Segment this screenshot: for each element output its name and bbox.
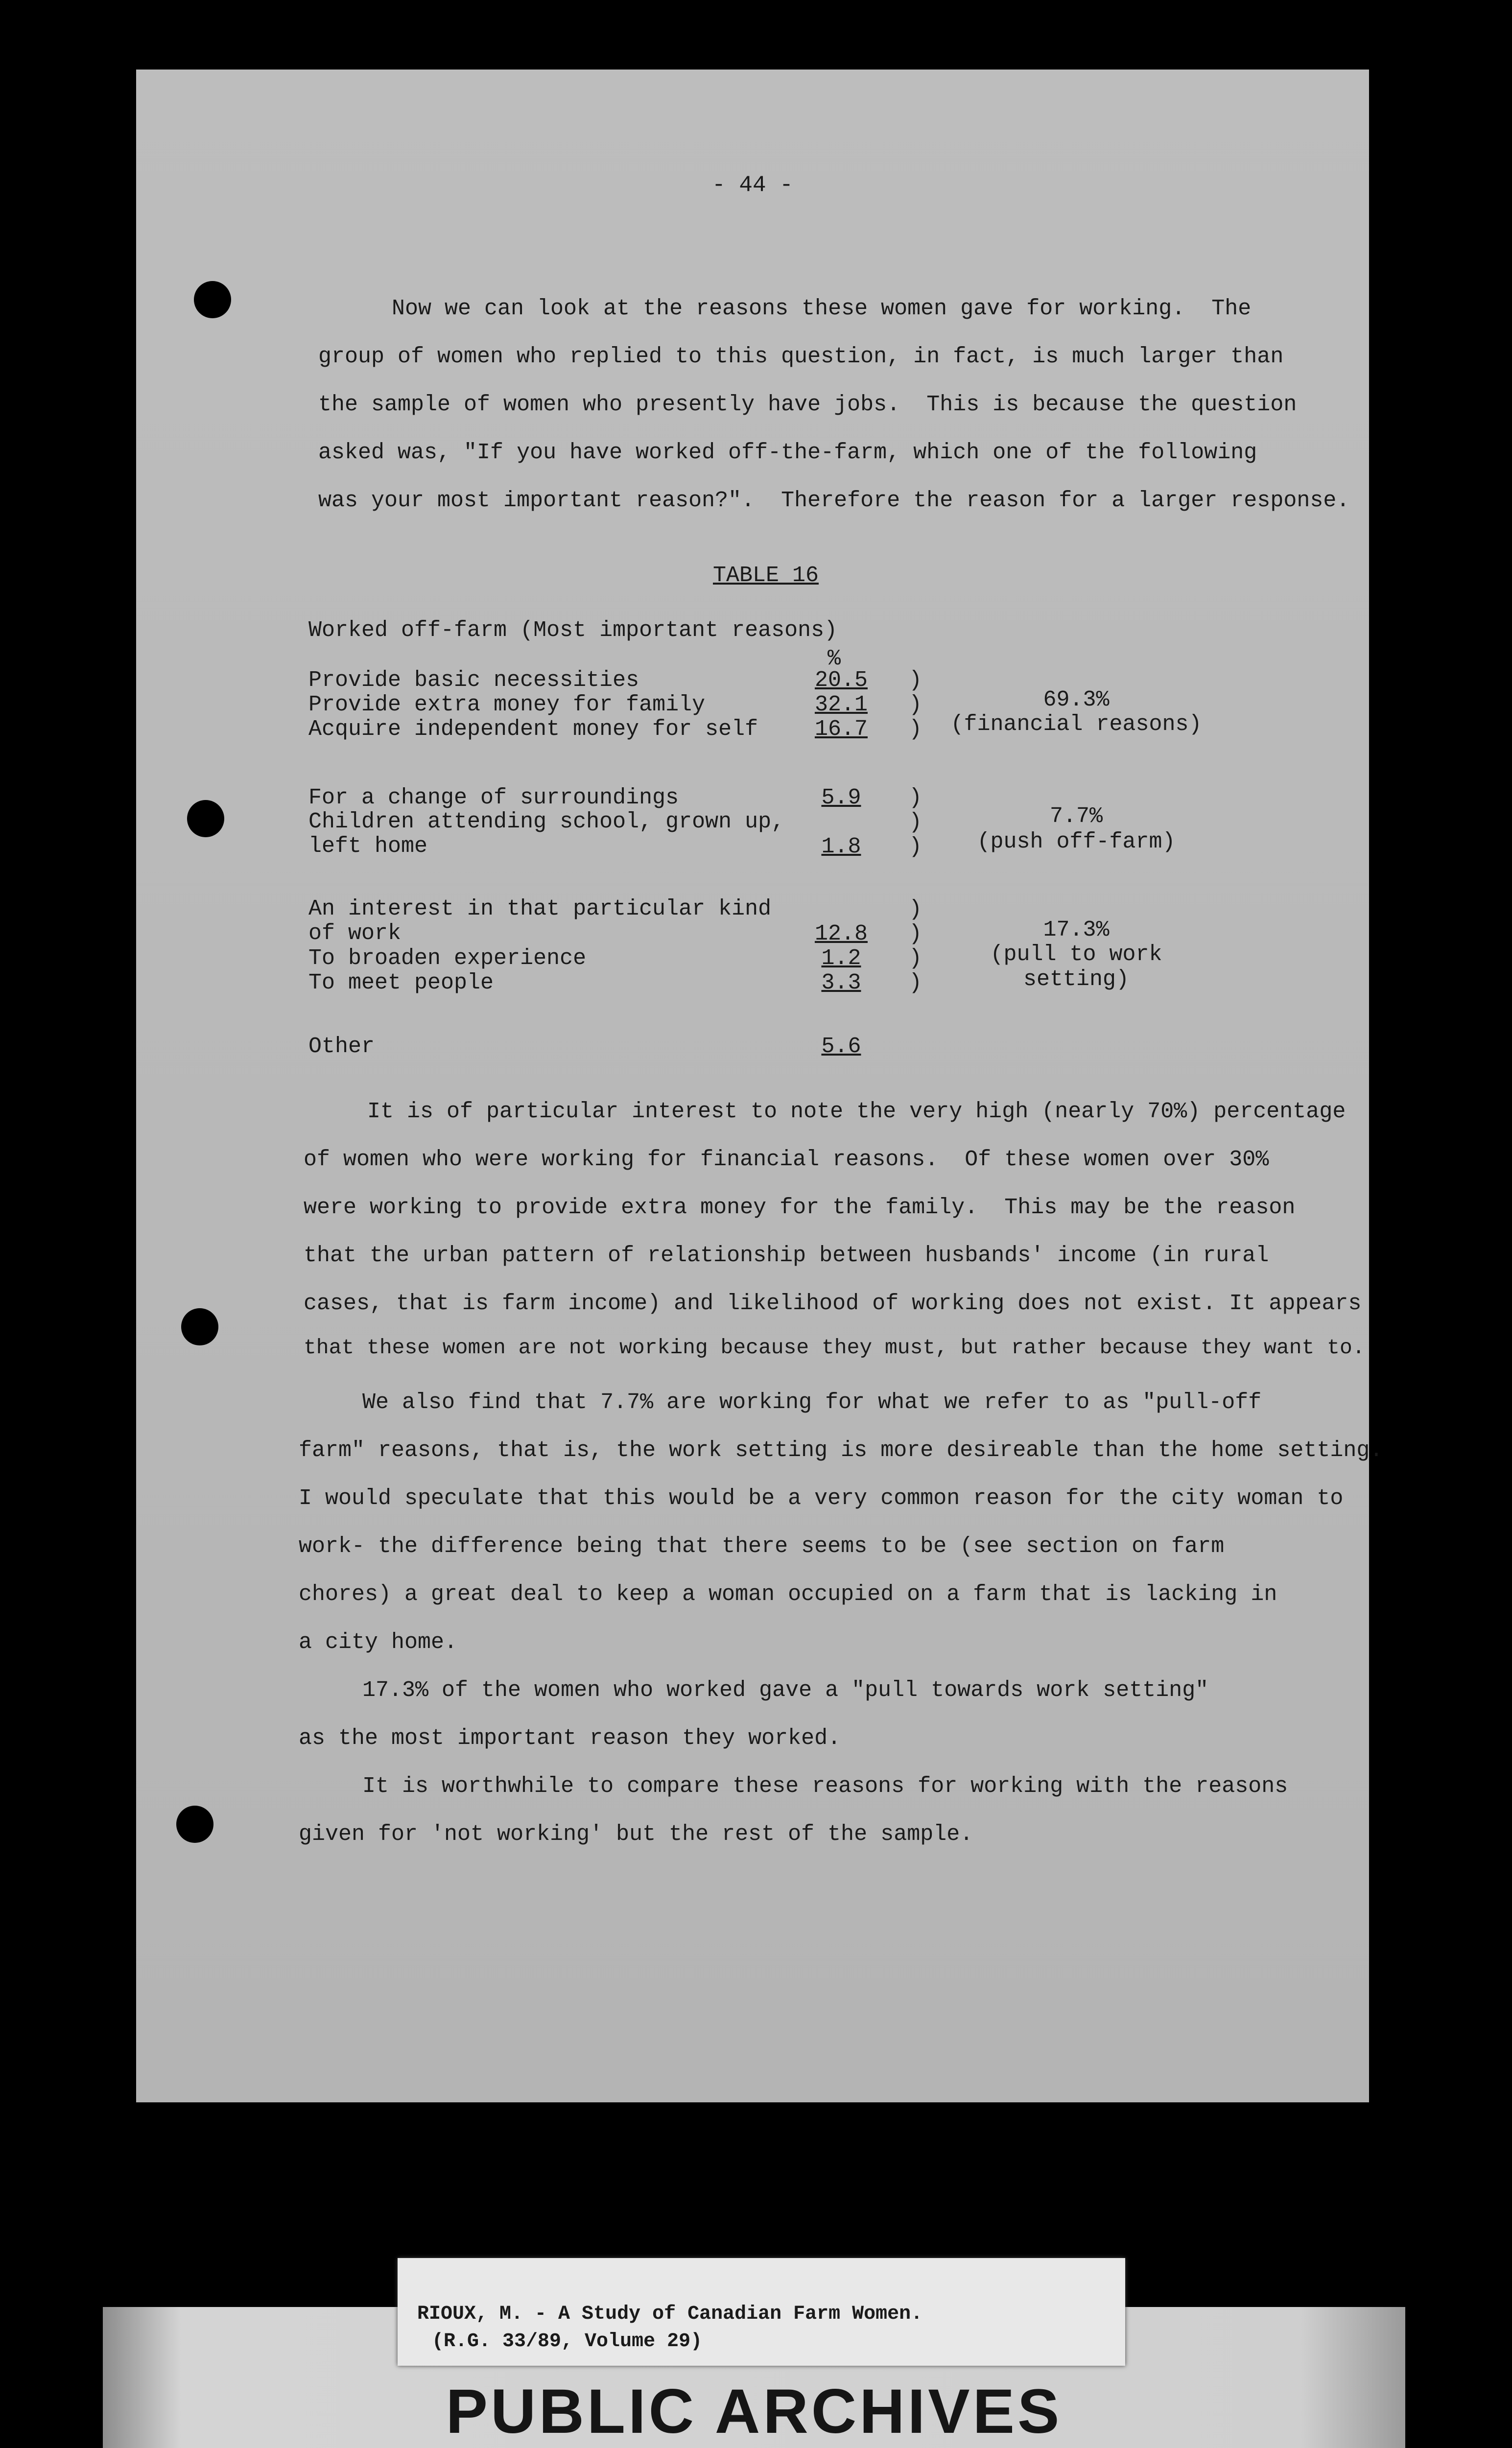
percent-symbol: % [827, 646, 841, 671]
body-line: It is of particular interest to note the very high (nearly 70%) percentage [367, 1099, 1346, 1124]
brace: ) [909, 692, 922, 717]
intro-line: asked was, "If you have worked off-the-farm, which one of the following [318, 440, 1257, 465]
intro-line: the sample of women who presently have jobs. This is because the question [318, 392, 1297, 417]
body-line: that the urban pattern of relationship between husbands' income (in rural [304, 1243, 1269, 1268]
page-number: - 44 - [712, 172, 793, 198]
table-row-value: 1.2 [821, 946, 861, 971]
body-line: given for 'not working' but the rest of the sample. [299, 1822, 973, 1847]
brace: ) [909, 970, 922, 995]
body-line: cases, that is farm income) and likelihood of working does not exist. It appears [304, 1291, 1362, 1316]
body-line: of women who were working for financial reasons. Of these women over 30% [304, 1147, 1269, 1172]
brace: ) [909, 834, 922, 859]
body-line: I would speculate that this would be a very common reason for the city woman to [299, 1486, 1344, 1511]
table-row-value: 3.3 [821, 970, 861, 995]
brace: ) [909, 921, 922, 946]
table-row-label: To broaden experience [308, 946, 587, 971]
table-row-value: 5.9 [821, 785, 861, 810]
table-row-value: 12.8 [814, 921, 868, 946]
archive-reference-label [398, 2258, 1125, 2366]
table-row-value: 5.6 [821, 1034, 861, 1059]
body-line: farm" reasons, that is, the work setting is more desireable than the home setting. [299, 1438, 1383, 1463]
group-total: 17.3% [1043, 918, 1110, 942]
brace: ) [909, 810, 922, 835]
table-row-label: Children attending school, grown up, left home [308, 809, 785, 859]
body-line: work- the difference being that there seems to be (see section on farm [299, 1534, 1225, 1559]
body-line: were working to provide extra money for the family. This may be the reason [304, 1195, 1296, 1220]
brace: ) [909, 785, 922, 810]
intro-line: group of women who replied to this question, in fact, is much larger than [318, 344, 1284, 369]
table-row-value: 32.1 [814, 692, 868, 717]
punch-hole [187, 800, 224, 837]
brace: ) [909, 668, 922, 693]
group-note: (push off-farm) [977, 829, 1176, 854]
group-total: 69.3% [1043, 687, 1110, 712]
table-row-label: Provide extra money for family [308, 692, 706, 717]
body-line: It is worthwhile to compare these reasons for working with the reasons [362, 1774, 1288, 1799]
stamp-line-1: PUBLIC ARCHIVES [446, 2377, 1063, 2447]
table-title: TABLE 16 [713, 563, 819, 588]
label-title: RIOUX, M. - A Study of Canadian Farm Women. [417, 2303, 923, 2325]
body-line: as the most important reason they worked. [299, 1726, 841, 1751]
table-heading: Worked off-farm (Most important reasons) [308, 618, 838, 643]
punch-hole [176, 1806, 213, 1843]
intro-line: Now we can look at the reasons these women gave for working. The [392, 296, 1252, 321]
intro-line: was your most important reason?". Therefore the reason for a larger response. [318, 488, 1350, 513]
table-row-value: 20.5 [814, 668, 868, 693]
body-line: a city home. [299, 1630, 458, 1655]
brace: ) [909, 897, 922, 922]
brace: ) [909, 717, 922, 742]
table-row-label: To meet people [308, 970, 494, 995]
table-row-label: Provide basic necessities [308, 668, 639, 693]
brace: ) [909, 946, 922, 971]
table-row-value: 16.7 [814, 717, 868, 742]
group-note: (financial reasons) [950, 712, 1202, 737]
body-line: chores) a great deal to keep a woman occupied on a farm that is lacking in [299, 1582, 1277, 1607]
table-row-label: For a change of surroundings [308, 785, 679, 810]
table-row-value: 1.8 [821, 834, 861, 859]
label-reference: (R.G. 33/89, Volume 29) [432, 2330, 703, 2353]
body-line: 17.3% of the women who worked gave a "pull towards work setting" [362, 1678, 1209, 1703]
group-note: (pull to work setting) [990, 942, 1162, 992]
punch-hole [181, 1308, 218, 1345]
document-page [136, 70, 1383, 2102]
group-total: 7.7% [1049, 804, 1103, 829]
body-line: We also find that 7.7% are working for what we refer to as "pull-off [362, 1390, 1262, 1415]
body-line: that these women are not working because they must, but rather because they want to. [304, 1336, 1365, 1360]
table-row-label: Other [308, 1034, 375, 1059]
table-row-label: An interest in that particular kind of work [308, 896, 772, 946]
punch-hole [194, 281, 231, 318]
table-row-label: Acquire independent money for self [308, 717, 758, 742]
